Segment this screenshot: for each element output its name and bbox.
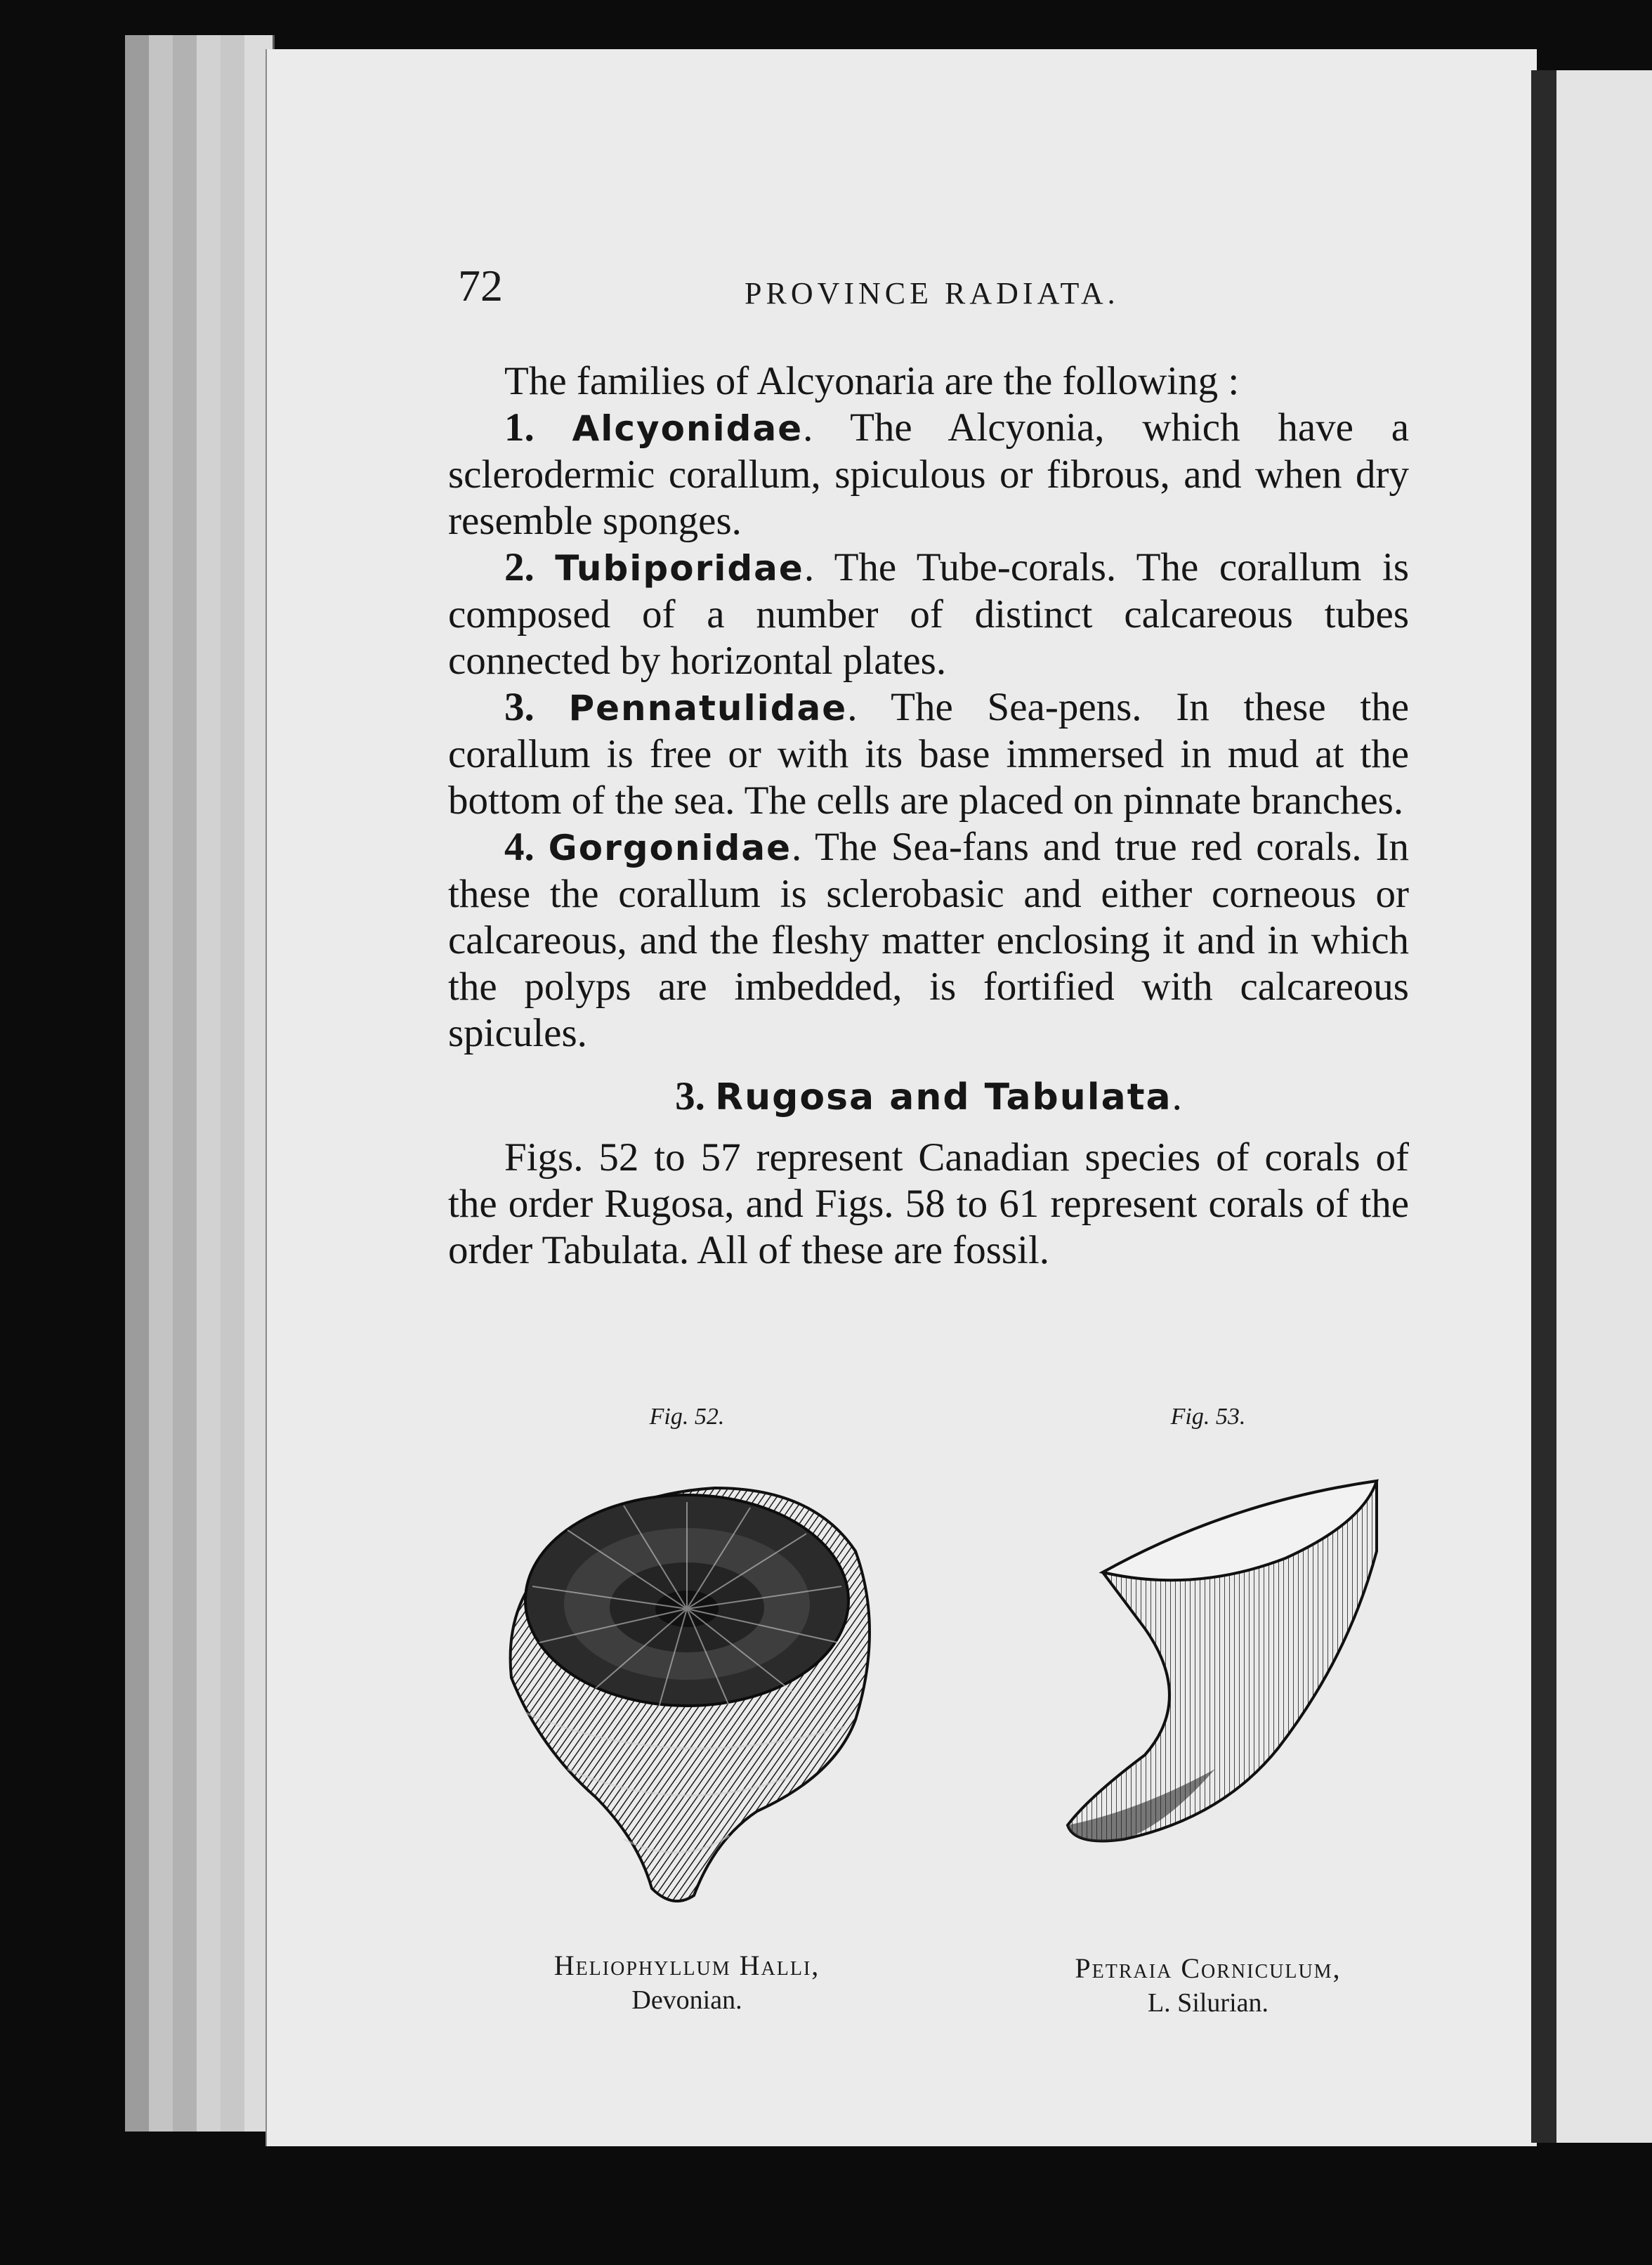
family-name: Gorgonidae — [548, 828, 792, 868]
facing-page-edge — [1556, 70, 1652, 2143]
figure-52 — [420, 1404, 954, 2016]
body-text — [448, 358, 1409, 1274]
figure-caption-species: Petraia Corniculum, — [1075, 1952, 1342, 1984]
family-entry-tubiporidae — [448, 544, 1409, 684]
section-heading — [448, 1073, 1409, 1121]
family-name: Pennatulidae — [568, 688, 848, 729]
petraia-coral-illustration — [983, 1446, 1433, 1938]
family-number: 2. — [504, 545, 535, 589]
running-title: PROVINCE RADIATA. — [745, 276, 1120, 311]
figure-caption-age: Devonian. — [631, 1985, 742, 2015]
family-name: Tubiporidae — [555, 548, 804, 589]
section-title-end: . — [1172, 1074, 1182, 1118]
figure-caption-age: L. Silurian. — [1147, 1988, 1269, 2018]
family-description: . The Sea-fans and true red corals. In these the corallum is sclerobasic and either corneous or calcareous, and the fleshy matter enclosing it and in which the polyps are imbedded, is fortified with calcareous spicules. — [448, 825, 1410, 1055]
book-page — [266, 49, 1537, 2146]
page-number: 72 — [458, 261, 503, 311]
running-head — [267, 260, 1537, 316]
section-title: Rugosa and Tabulata — [715, 1076, 1172, 1118]
family-entry-gorgonidae — [448, 824, 1409, 1057]
figure-label: Fig. 52. — [649, 1404, 725, 1430]
figure-caption-species: Heliophyllum Halli, — [553, 1950, 820, 1981]
family-description: . The Tube-corals. The corallum is composed of a number of distinct calcareous tubes connected by horizontal plates. — [448, 545, 1409, 683]
family-number: 1. — [504, 405, 535, 450]
family-entry-pennatulidae — [448, 684, 1409, 824]
family-description: . The Sea-pens. In these the corallum is free or with its base immersed in mud at the bottom of the sea. The cells are placed on pinnate branches. — [448, 685, 1410, 823]
family-number: 3. — [504, 685, 535, 729]
figure-53 — [941, 1404, 1475, 2018]
figure-label: Fig. 53. — [1170, 1404, 1246, 1430]
book-gutter — [1531, 70, 1556, 2143]
section-paragraph: Figs. 52 to 57 represent Canadian species of corals of the order Rugosa, and Figs. 58 to 61 represent corals of the order Tabulata. All of these are fossil. — [448, 1135, 1409, 1272]
heliophyllum-coral-illustration — [462, 1446, 912, 1938]
family-number: 4. — [504, 825, 535, 869]
section-number: 3. — [675, 1074, 705, 1118]
family-name: Alcyonidae — [572, 408, 804, 449]
intro-paragraph: The families of Alcyonaria are the following : — [504, 359, 1240, 403]
family-description: . The Alcyonia, which have a sclerodermic corallum, spiculous or fibrous, and when dry resemble sponges. — [448, 405, 1409, 543]
family-entry-alcyonidae — [448, 405, 1409, 544]
